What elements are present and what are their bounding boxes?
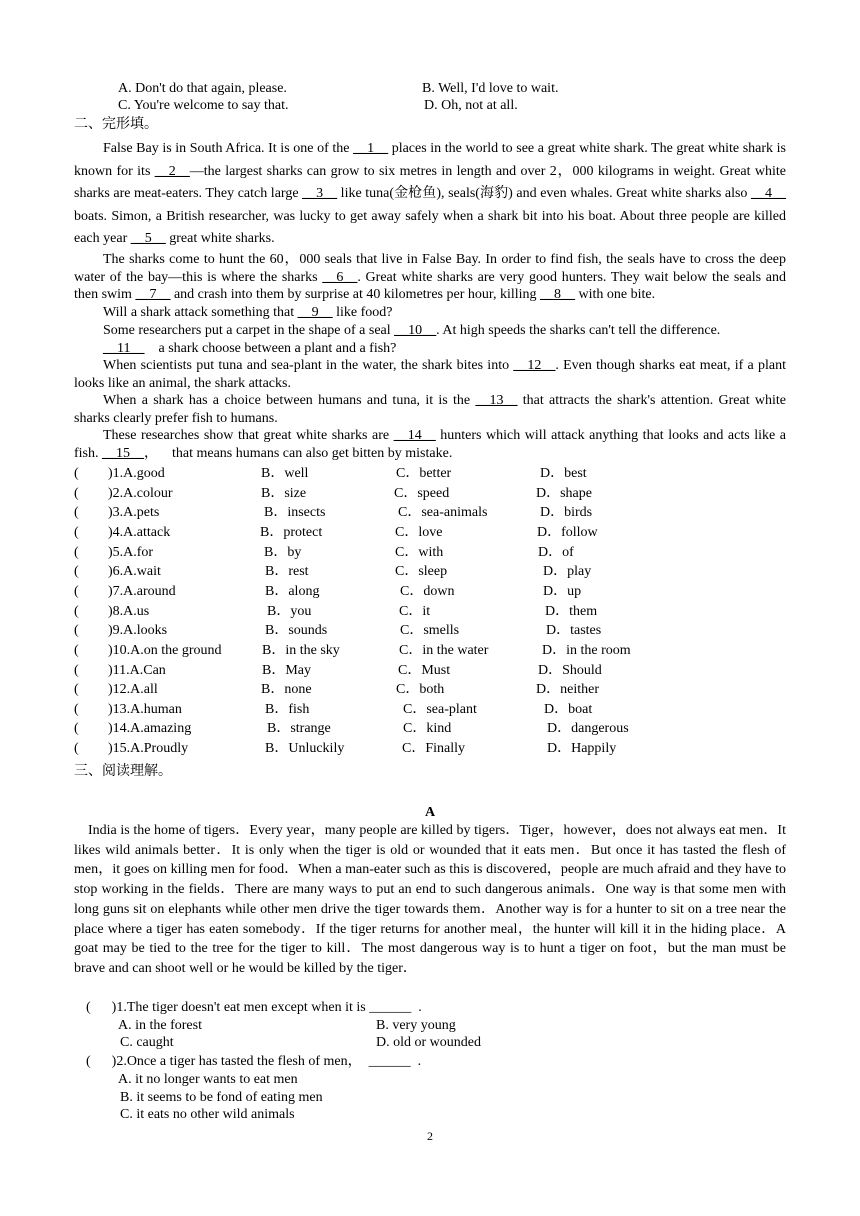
answer-paren: (	[74, 682, 79, 698]
option-a: )1.A.good	[108, 466, 165, 481]
option-d: D．play	[543, 564, 592, 580]
answer-paren: (	[74, 642, 79, 658]
section-title-reading: 三、阅读理解。	[74, 764, 172, 779]
option-b: B．strange	[267, 721, 331, 737]
cloze-paragraph-3: Will a shark attack something that __9__ like food?	[103, 305, 393, 320]
option-c: C．love	[395, 524, 443, 540]
option-c: C．Must	[398, 662, 451, 678]
option-a: )9.A.looks	[108, 623, 168, 639]
reading-question-1-option-d: D. old or wounded	[376, 1035, 481, 1050]
answer-paren: (	[74, 524, 79, 540]
blank-5: __5__	[130, 231, 166, 247]
option-b: B．in the sky	[262, 642, 340, 658]
option-d: D．dangerous	[547, 721, 629, 737]
blank-4: __4__	[751, 186, 786, 202]
blank-12: __12__	[513, 358, 556, 373]
option-d: D．tastes	[546, 623, 602, 639]
option-a: )6.A.wait	[108, 564, 161, 580]
option-c: C．sea-animals	[398, 505, 488, 521]
option-a: )12.A.all	[108, 682, 158, 698]
blank-2: __2__	[154, 163, 190, 179]
cloze-paragraph-5: __11__ a shark choose between a plant and a fish?	[103, 341, 397, 356]
option-b: B．by	[264, 544, 302, 560]
answer-paren: (	[74, 544, 79, 560]
option-b: B．along	[265, 583, 320, 599]
option-c: C．kind	[403, 721, 452, 737]
cloze-paragraph-2: The sharks come to hunt the 60，000 seals that live in False Bay. In order to find fish, the seals have to cross the deep water of the bay—this is where the sharks __6__. Great white sharks are very good hunters. They wait below the seals and then swim __7__ and crash into them by surprise at 40 kilometres per hour, killing __8__ with one bite.	[74, 252, 786, 303]
option-d: D．shape	[536, 485, 592, 501]
passage-title: A	[424, 805, 436, 820]
passage-a-text: India is the home of tigers．Every year，many people are killed by tigers．Tiger，however，does not always eat men．It likes wild animals better．It is only when the tiger is old or wounded that it eats men．But once it has tasted the flesh of men，it goes on killing men for food．When a man-eater such as this is discovered，people are much afraid and they have to stop working in the fields．There are many ways to put an end to such dangerous animals．One way is that some men with long guns sit on elephants while other men drive the tiger towards them．Another way is for a hunter to sit on a tree near the place where a tiger has eaten somebody．If the tiger returns for another meal，the hunter will kill it in the hiding place．A goat may be tied to the tree for the tiger to kill．The most dangerous way is to hunt a tiger on foot，but the man must be brave and can shoot well or he would be killed by the tiger．	[74, 823, 786, 976]
option-d: D．Should	[538, 662, 602, 678]
reading-question-2-option-b: B. it seems to be fond of eating men	[120, 1090, 323, 1105]
option-c: C．in the water	[399, 642, 489, 658]
reading-question-1-stem: ( )1.The tiger doesn't eat men except when it is ______ .	[86, 1000, 422, 1015]
option-c: C．down	[400, 583, 455, 599]
option-a: )11.A.Can	[108, 662, 166, 678]
prev-option-b: B. Well, I'd love to wait.	[422, 81, 559, 96]
answer-paren: (	[74, 564, 79, 580]
option-d: D．of	[538, 544, 574, 560]
answer-paren: (	[74, 721, 79, 737]
option-a: )2.A.colour	[108, 485, 173, 501]
option-b: B．fish	[265, 701, 310, 717]
option-d: D．them	[545, 603, 598, 619]
reading-question-2-option-a: A. it no longer wants to eat men	[118, 1072, 298, 1087]
prev-option-c: C. You're welcome to say that.	[118, 98, 289, 113]
option-b: B．Unluckily	[265, 741, 345, 757]
cloze-paragraph-4: Some researchers put a carpet in the shape of a seal __10__. At high speeds the sharks can't tell the difference.	[103, 323, 721, 338]
answer-paren: (	[74, 505, 79, 521]
blank-8: __8__	[540, 287, 576, 303]
blank-1: __1__	[353, 141, 389, 156]
option-d: D．birds	[540, 505, 593, 521]
cloze-paragraph-1: False Bay is in South Africa. It is one of the __1__ places in the world to see a great white shark. The great white shark is known for its __2__—the largest sharks can grow to six metres in length and over 2，000 kilograms in weight. Great white sharks are meat-eaters. They catch large __3__ like tuna(金枪鱼), seals(海豹) and even whales. Great white sharks also __4__ boats. Simon, a British researcher, was lucky to get away safely when a shark bit into his boat. About three people are killed each year __5__ great white sharks.	[74, 141, 787, 247]
option-d: D．neither	[536, 682, 599, 698]
option-d: D．in the room	[542, 642, 631, 658]
option-c: C．sleep	[395, 564, 448, 580]
option-a: )5.A.for	[108, 544, 154, 560]
option-c: C．smells	[400, 623, 460, 639]
page-number: 2	[427, 1129, 433, 1143]
option-c: C．better	[396, 466, 452, 481]
answer-paren: (	[74, 662, 79, 678]
option-a: )3.A.pets	[108, 505, 160, 521]
option-a: )10.A.on the ground	[108, 642, 222, 658]
option-b: B．well	[261, 466, 309, 481]
blank-3: __3__	[302, 186, 338, 202]
blank-10: __10__	[394, 323, 437, 338]
cloze-paragraph-6: When scientists put tuna and sea-plant in the water, the shark bites into __12__. Even though sharks eat meat, if a plant looks like an animal, the shark attacks.	[74, 358, 787, 391]
answer-paren: (	[74, 701, 79, 717]
option-a: )14.A.amazing	[108, 721, 192, 737]
blank-7: __7__	[135, 287, 171, 303]
reading-question-1-option-c: C. caught	[120, 1035, 174, 1050]
cloze-paragraph-7: When a shark has a choice between humans and tuna, it is the __13__ that attracts the shark's attention. Great white sharks clearly prefer fish to humans.	[74, 393, 786, 426]
reading-question-2-option-c: C. it eats no other wild animals	[120, 1107, 295, 1122]
option-d: D．boat	[544, 701, 593, 717]
option-b: B．size	[261, 485, 307, 501]
option-c: C．with	[395, 544, 444, 560]
blank-11: __11__	[103, 341, 145, 356]
option-c: C．both	[396, 682, 445, 698]
option-b: B．rest	[265, 564, 309, 580]
option-b: B．none	[261, 682, 312, 698]
option-a: )15.A.Proudly	[108, 741, 189, 757]
option-d: D．up	[543, 583, 582, 599]
cloze-paragraph-8: These researches show that great white sharks are __14__ hunters which will attack anything that looks and acts like a fish. __15__， that means humans can also get bitten by mistake.	[74, 428, 787, 461]
answer-paren: (	[74, 466, 79, 481]
prev-option-d: D. Oh, not at all.	[424, 98, 518, 113]
reading-question-2-stem: ( )2.Once a tiger has tasted the flesh of men， ______ .	[86, 1054, 422, 1069]
option-b: B．insects	[264, 505, 326, 521]
option-d: D．Happily	[547, 741, 617, 757]
blank-9: __9__	[297, 305, 333, 320]
answer-paren: (	[74, 603, 79, 619]
option-c: C．sea-plant	[403, 701, 477, 717]
answer-paren: (	[74, 583, 79, 599]
prev-option-a: A. Don't do that again, please.	[118, 81, 287, 96]
option-c: C．speed	[394, 485, 450, 501]
reading-question-1-option-b: B. very young	[376, 1018, 456, 1033]
answer-paren: (	[74, 623, 79, 639]
option-d: D．best	[540, 466, 587, 481]
option-c: C．Finally	[402, 741, 466, 757]
option-b: B．protect	[260, 524, 323, 540]
option-b: B．May	[262, 662, 311, 678]
option-a: )4.A.attack	[108, 524, 171, 540]
section-title-cloze: 二、完形填。	[74, 117, 158, 132]
blank-14: __14__	[393, 428, 436, 443]
option-b: B．sounds	[265, 623, 328, 639]
option-b: B．you	[267, 603, 312, 619]
blank-6: __6__	[322, 269, 358, 285]
reading-question-1-option-a: A. in the forest	[118, 1018, 202, 1033]
option-d: D．follow	[537, 524, 598, 540]
blank-15: __15__	[102, 445, 144, 461]
answer-paren: (	[74, 485, 79, 501]
option-a: )8.A.us	[108, 603, 150, 619]
option-a: )13.A.human	[108, 701, 182, 717]
option-a: )7.A.around	[108, 583, 176, 599]
blank-13: __13__	[475, 393, 518, 408]
option-c: C．it	[399, 603, 431, 619]
answer-paren: (	[74, 741, 79, 757]
